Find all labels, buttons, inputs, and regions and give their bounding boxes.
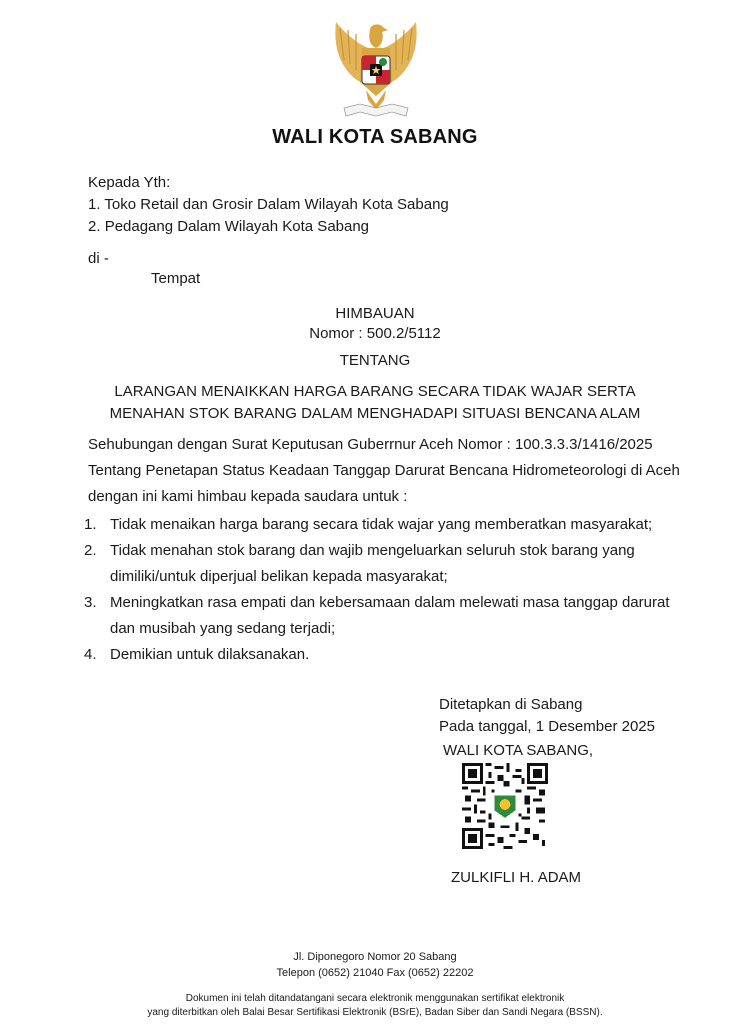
- garuda-emblem-icon: [330, 20, 422, 124]
- list-item: 1. Tidak menaikan harga barang secara tidak wajar yang memberatkan masyarakat;: [84, 516, 653, 533]
- qr-code-icon: [462, 763, 548, 849]
- signer-name: ZULKIFLI H. ADAM: [451, 869, 582, 886]
- document-subject: LARANGAN MENAIKKAN HARGA BARANG SECARA TIDAK WAJAR SERTA MENAHAN STOK BARANG DALAM MENGHADAPI SITUASI BENCANA ALAM: [109, 383, 641, 422]
- place-label: Tempat: [151, 270, 201, 287]
- electronic-signature-note: Dokumen ini telah ditandatangani secara elektronik menggunakan sertifikat elektronik yang diterbitkan oleh Balai Besar Sertifikasi Elektronik (BSrE), Badan Siber dan Sandi Negara (BSSN).: [147, 993, 603, 1018]
- di-label: di -: [88, 250, 109, 267]
- letterhead-title: WALI KOTA SABANG: [272, 126, 478, 148]
- recipient-item: 2. Pedagang Dalam Wilayah Kota Sabang: [88, 218, 370, 235]
- footer-address: Jl. Diponegoro Nomor 20 Sabang Telepon (0652) 21040 Fax (0652) 22202: [276, 951, 474, 979]
- intro-paragraph: Sehubungan dengan Surat Keputusan Guberrnur Aceh Nomor : 100.3.3.3/1416/2025 Tentang Penetapan Status Keadaan Tanggap Darurat Bencana Hidrometeorologi di Aceh dengan ini kami himbau kepada saudara untuk :: [88, 436, 680, 505]
- instruction-list: [84, 512, 704, 668]
- signed-place: Ditetapkan di Sabang: [439, 696, 583, 713]
- list-item: 2. Tidak menahan stok barang dan wajib mengeluarkan seluruh stok barang yang dimiliki/untuk diperjual belikan kepada masyarakat;: [84, 542, 635, 585]
- document-type: HIMBAUAN: [335, 305, 415, 322]
- list-item: 3. Meningkatkan rasa empati dan kebersamaan dalam melewati masa tanggap darurat dan musibah yang sedang terjadi;: [84, 594, 670, 637]
- recipient-item: 1. Toko Retail dan Grosir Dalam Wilayah Kota Sabang: [88, 196, 449, 213]
- list-item: 4. Demikian untuk dilaksanakan.: [84, 646, 310, 663]
- greeting: Kepada Yth:: [88, 174, 171, 191]
- signed-date: Pada tanggal, 1 Desember 2025: [439, 718, 655, 735]
- about-label: TENTANG: [339, 352, 411, 369]
- document-number: Nomor : 500.2/5112: [309, 325, 441, 342]
- signature-block: [439, 694, 655, 738]
- addressee-block: [88, 172, 449, 238]
- signer-title: WALI KOTA SABANG,: [443, 742, 594, 759]
